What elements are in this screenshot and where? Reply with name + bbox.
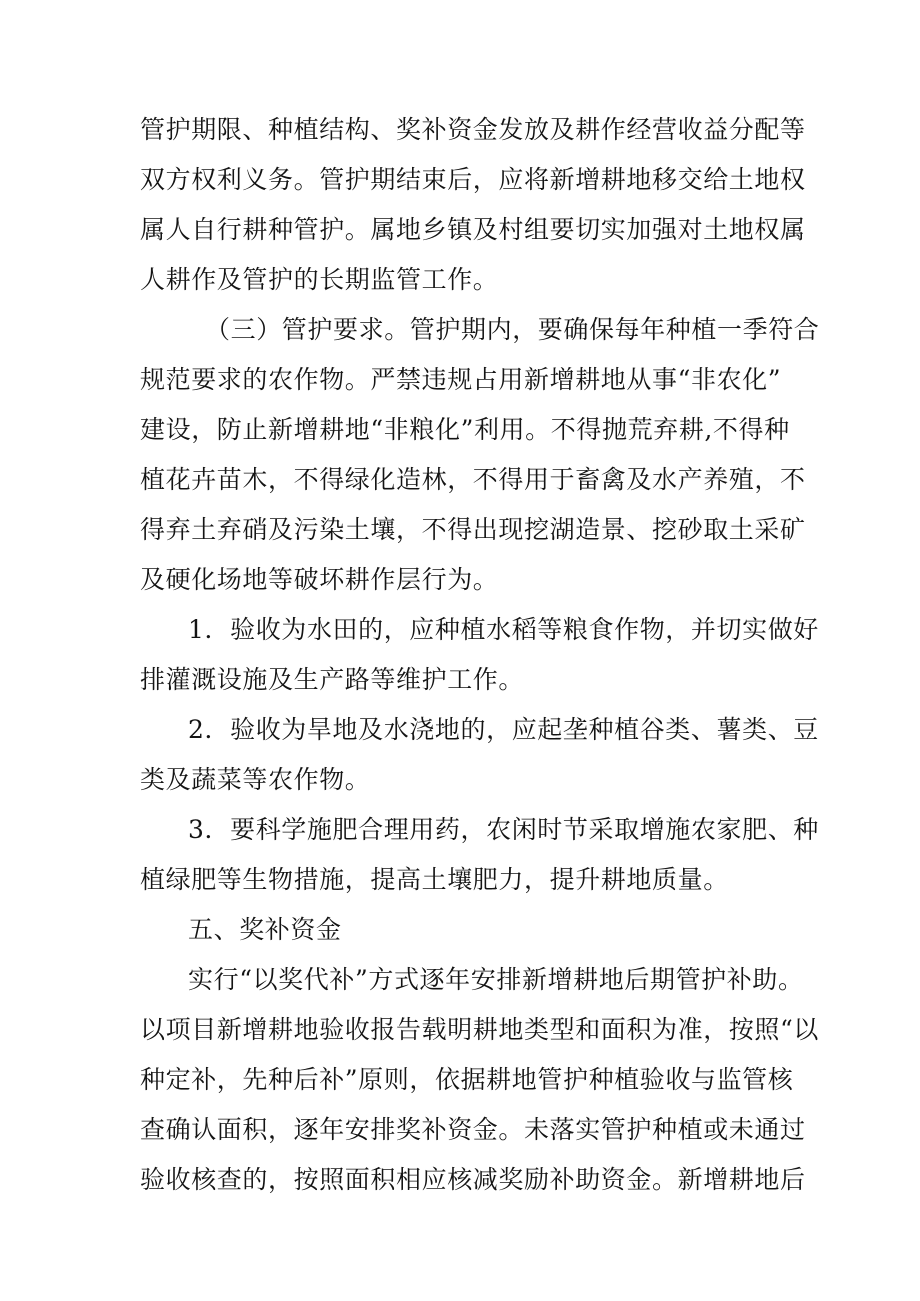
text-line: 排灌溉设施及生产路等维护工作。 [140,665,525,694]
text-line: 2．验收为旱地及水浇地的，应起垄种植谷类、薯类、豆 [188,715,819,744]
text-line: 植绿肥等生物措施，提高土壤肥力，提升耕地质量。 [140,865,729,894]
section-heading: 五、奖补资金 [188,915,342,944]
text-line: 类及蔬菜等农作物。 [140,765,371,794]
text-line: 管护期限、种植结构、奖补资金发放及耕作经营收益分配等 [140,115,806,144]
text-line: 属人自行耕种管护。属地乡镇及村组要切实加强对土地权属 [140,215,806,244]
text-line: 实行“以奖代补”方式逐年安排新增耕地后期管护补助。 [188,965,804,994]
text-line: 验收核查的，按照面积相应核减奖励补助资金。新增耕地后 [140,1165,806,1194]
text-line: 规范要求的农作物。严禁违规占用新增耕地从事“非农化” [140,365,782,394]
text-line: 植花卉苗木，不得绿化造林，不得用于畜禽及水产养殖，不 [140,465,806,494]
text-line: 3．要科学施肥合理用药，农闲时节采取增施农家肥、种 [188,815,819,844]
text-line: 建设，防止新增耕地“非粮化”利用。不得抛荒弃耕,不得种 [140,415,790,444]
text-line: 查确认面积，逐年安排奖补资金。未落实管护种植或未通过 [140,1115,806,1144]
text-line: 种定补，先种后补”原则，依据耕地管护种植验收与监管核 [140,1065,794,1094]
text-line: 人耕作及管护的长期监管工作。 [140,265,499,294]
text-line: （三）管护要求。管护期内，要确保每年种植一季符合 [205,315,820,344]
text-line: 得弃土弃硝及污染土壤，不得出现挖湖造景、挖砂取土采矿 [140,515,806,544]
text-line: 及硬化场地等破坏耕作层行为。 [140,565,499,594]
text-line: 双方权利义务。管护期结束后，应将新增耕地移交给土地权 [140,165,806,194]
text-line: 以项目新增耕地验收报告载明耕地类型和面积为准，按照“以 [140,1015,819,1044]
text-line: 1．验收为水田的，应种植水稻等粮食作物，并切实做好 [188,615,819,644]
